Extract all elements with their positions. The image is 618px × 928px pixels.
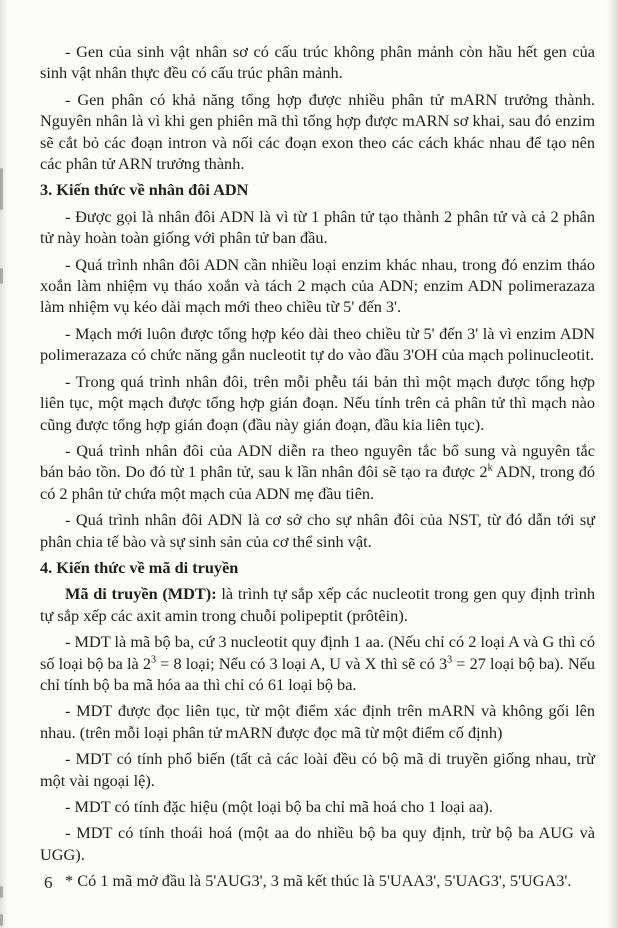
paragraph: - Được gọi là nhân đôi ADN là vì từ 1 phân tử tạo thành 2 phân tử và cả 2 phân tử này hoàn toàn giống với phân tử ban đầu. xyxy=(40,206,595,248)
paragraph: - Trong quá trình nhân đôi, trên mỗi phễu tái bản thì một mạch được tổng hợp liên tục, một mạch được tổng hợp gián đoạn. Nếu tính trên cả phân tử thì mạch nào cũng được tổng hợp gián đoạn (đầu này gián đoạn, đầu kia liên tục). xyxy=(40,371,595,434)
paragraph: - MDT có tính phổ biến (tất cả các loài đều có bộ mã di truyền giống nhau, trừ một vài ngoại lệ). xyxy=(40,749,595,790)
scan-artifact xyxy=(0,914,3,926)
section-heading: 3. Kiến thức về nhân đôi ADN xyxy=(40,180,249,200)
scan-edge-shadow-right xyxy=(607,0,618,928)
paragraph: Mã di truyền (MDT): là trình tự sắp xếp các nucleotit trong gen quy định trình tự sắp xếp các axit amin trong chuỗi polipeptit (prôtêin). xyxy=(40,584,596,625)
paragraph: - Quá trình nhân đôi ADN cần nhiều loại enzim khác nhau, trong đó enzim tháo xoắn làm nhiệm vụ tháo xoắn và tách 2 mạch của ADN; enzim ADN polimerazaza làm nhiệm vụ kéo dài mạch mới theo chiều từ 5' đến 3'. xyxy=(40,254,595,317)
scan-artifact xyxy=(0,168,3,210)
section-heading: 4. Kiến thức về mã di truyền xyxy=(40,557,239,577)
scan-edge-shadow-left xyxy=(0,0,8,928)
paragraph: - MDT có tính thoái hoá (một aa do nhiều bộ ba quy định, trừ bộ ba AUG và UGG). xyxy=(40,823,595,864)
page-number: 6 xyxy=(44,873,53,892)
scan-artifact xyxy=(0,886,3,898)
paragraph: - MDT có tính đặc hiệu (một loại bộ ba chỉ mã hoá cho 1 loại aa). xyxy=(65,797,493,816)
paragraph: - Mạch mới luôn được tổng hợp kéo dài theo chiều từ 5' đến 3' là vì enzim ADN polimerazaza có chức năng gắn nucleotit tự do vào đầu 3'OH của mạch polinucleotit. xyxy=(40,323,595,365)
document-content xyxy=(40,41,595,897)
paragraph: - MDT được đọc liên tục, từ một điểm xác định trên mARN và không gối lên nhau. (trên mỗi loại phân tử mARN được đọc mã từ một điểm cố định) xyxy=(40,701,595,742)
paragraph: - Gen của sinh vật nhân sơ có cấu trúc không phân mảnh còn hầu hết gen của sinh vật nhân thực đều có cấu trúc phân mảnh. xyxy=(40,42,595,83)
scan-artifact xyxy=(0,268,3,284)
paragraph: * Có 1 mã mở đầu là 5'AUG3', 3 mã kết thúc là 5'UAA3', 5'UAG3', 5'UGA3'. xyxy=(65,871,572,891)
paragraph: - Quá trình nhân đôi ADN là cơ sở cho sự nhân đôi của NST, từ đó dẫn tới sự phân chia tế bào và sự sinh sản của cơ thể sinh vật. xyxy=(40,510,595,551)
paragraph: - MDT là mã bộ ba, cứ 3 nucleotit quy định 1 aa. (Nếu chỉ có 2 loại A và G thì có số loại bộ ba là $2^3 = 8$ loại; Nếu có 3 loại A, U và X thì sẽ có $3^3 = 27$ loại bộ ba). Nếu chỉ tính bộ ba mã hóa aa thì chỉ có 61 loại bộ ba. xyxy=(40,632,595,694)
paragraph: - Quá trình nhân đôi của ADN diễn ra theo nguyên tắc bổ sung và nguyên tắc bán bảo tồn. Do đó từ 1 phân tử, sau k lần nhân đôi sẽ tạo ra được 2$^k$ ADN, trong đó có 2 phân tử chứa một mạch của ADN mẹ đầu tiên. xyxy=(40,440,595,503)
paragraph: - Gen phân có khả năng tổng hợp được nhiều phân tử mARN trưởng thành. Nguyên nhân là vì khi gen phiên mã thì tổng hợp được mARN sơ khai, sau đó enzim sẽ cắt bỏ các đoạn intron và nối các đoạn exon theo các cách khác nhau để tạo nên các phân tử ARN trưởng thành. xyxy=(40,89,595,174)
